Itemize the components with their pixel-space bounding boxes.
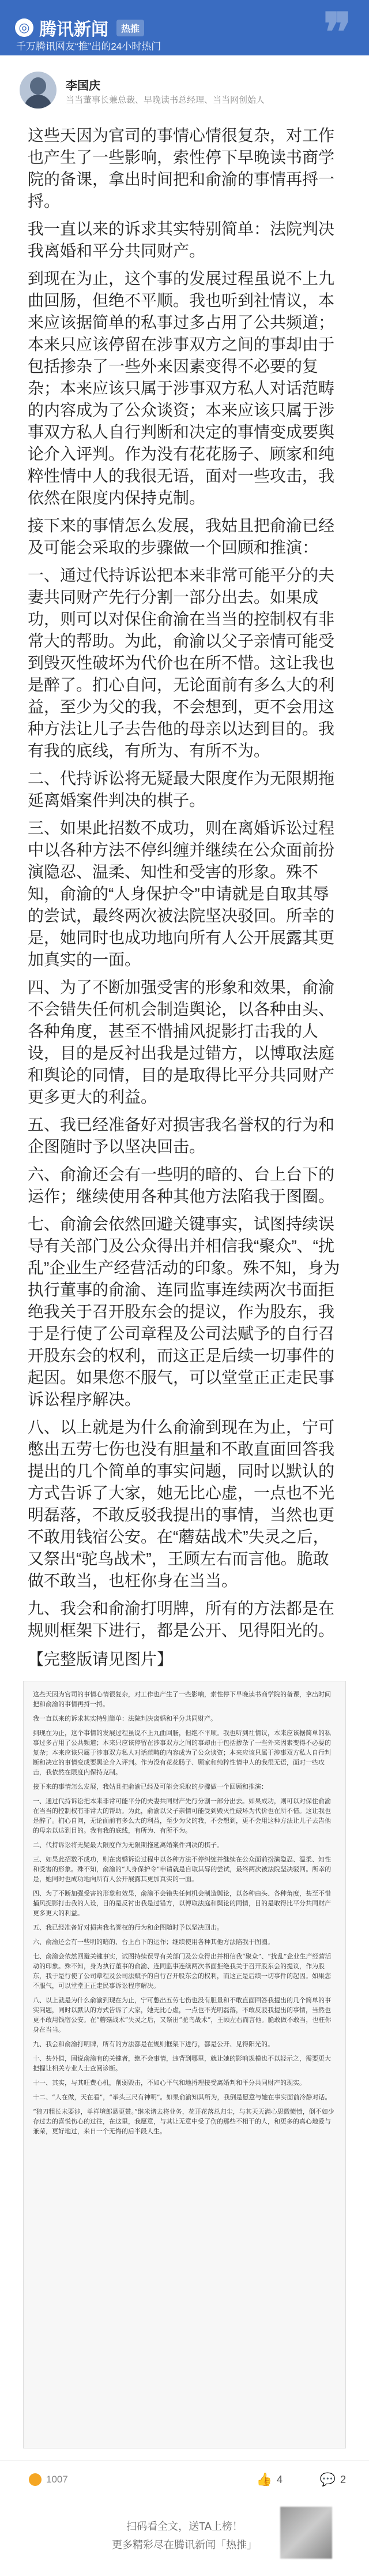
tencent-news-logo-icon: ◎ [15,18,33,37]
section-title: 【完整版请见图片】 [28,1650,174,1668]
paragraph: 这些天因为官司的事情心情很复杂，对工作也产生了一些影响，索性停下早晚读书商学院的备课，拿出时间把和俞渝的事情再捋一捋。 [28,126,335,210]
brand-logo[interactable] [15,15,144,40]
letter-paragraph: 十一、其实，与其旺费心机，削弱毁击，不如心平气和地捋理接受离婚判和平分共同财产的现实。 [33,2079,306,2087]
app-header [0,0,369,63]
paragraph: 五、我已经准备好对损害我名誉权的行为和企图随时予以坚决回击。 [28,1116,335,1156]
post-content [0,125,369,1670]
author-title: 当当董事长兼总裁、早晚读书总经理、当当网创始人 [66,95,265,105]
author-block [0,55,369,125]
thumb-up-icon: 👍 [256,2472,272,2487]
letter-paragraph: 我一直以来的诉求其实特别简单：法院判决离婚和平分共同财产。 [33,1715,217,1722]
paragraph: 一、通过代持诉讼把本来非常可能平分的夫妻共同财产先行分割一部分出去。如果成功，则可以对保住俞渝在当当的控制权有非常大的帮助。为此，俞渝以父子亲情可能受到毁灭性破坏为代价也在所不惜。这让我也是醉了。扪心自问，无论面前有多么大的利益，至少为父的我，不会想到，更不会用这种方法让儿子去告他的母亲以达到目的。我有我的底线，有所为、有所不为。 [28,566,335,760]
letter-paragraph: 六、俞渝还会有一些明的暗的、台上台下的运作；继续使用各种其他方法陷我于图圈。 [33,1938,274,1946]
letter-image[interactable] [23,1681,346,2448]
brand-name: 腾讯新闻 [39,20,108,39]
qr-line-1: 扫码看全文，送TA上榜！ [126,2521,243,2532]
letter-paragraph: 四、为了不断加强受害的形象和效果，俞渝不会错失任何机会制造舆论，以各种由头、各种角度，甚至不惜捕风捉影打击我的人设，目的是反衬出我是过错方，以博取法庭和舆论的同情，目的是取得比平分共同财产更多更大的利益。 [33,1890,331,1917]
letter-paragraph: 二、代持诉讼将无疑最大限度作为无限期拖延离婚案件判决的棋子。 [33,1841,223,1849]
paragraph: 四、为了不断加强受害的形象和效果，俞渝不会错失任何机会制造舆论，以各种由头、各种角度，甚至不惜捕风捉影打击我的人设，目的是反衬出我是过错方，以博取法庭和舆论的同情，目的是取得比平分共同财产更多更大的利益。 [28,978,335,1106]
letter-paragraph: 十、甚外值，固说俞渝有的关键者，绝不会事情，违背到哪里，就让她的影响规模也不以轻示之，需要更大把握让相关专业人士查阅诊断。 [33,2055,331,2072]
hot-badge: 热推 [116,20,144,36]
read-count-value: 1007 [46,2474,68,2485]
like-button[interactable] [257,2472,283,2487]
header-tagline: 千万腾讯网友“推”出的24小时热门 [16,41,161,52]
letter-paragraph: 十二、“人在做，天在看”，“举头三尺有神明”。如果俞渝知其所为，我倒是愿意与她在事实面前冷静对话。 [33,2093,332,2101]
comment-button[interactable] [320,2472,346,2487]
read-count-icon [29,2473,42,2486]
paragraph: 三、如果此招数不成功，则在离婚诉讼过程中以各种方法不停纠缠并继续在公众面前扮演隐忍、温柔、知性和受害的形象。殊不知，俞渝的“人身保护令”申请就是自取其辱的尝试，最终两次被法院坚决驳回。所幸的是，她同时也成功地向所有人公开展露其更加真实的一面。 [28,819,335,969]
qr-promo [0,2501,369,2576]
paragraph: 我一直以来的诉求其实特别简单：法院判决我离婚和平分共同财产。 [28,220,335,260]
paragraph: 六、俞渝还会有一些明的暗的、台上台下的运作；继续使用各种其他方法陷我于图圈。 [28,1165,335,1205]
qr-line-2: 更多精彩尽在腾讯新闻「热推」 [112,2539,257,2551]
letter-paragraph: 八、以上就是为什么俞渝到现在为止，宁可憋出五劳七伤也没有胆量和不敢直面回答我提出的几个简单的事实问题，同时以默认的方式告诉了大家，她无比心虚，一点也不光明磊落，不敢反驳我提出的事情，当然也更不敢用钱宿公安。在“蘑菇战术”失灵之后，又祭出“驼鸟战术”，王顾左右而言他。脆敢做不敢当，也枉你身在当当。 [33,1997,332,2033]
letter-paragraph: 这些天因为官司的事情心情很复杂，对工作也产生了一些影响，索性停下早晚读书商学院的备课，拿出时间把和俞渝的事情再捋一捋。 [33,1691,331,1708]
qr-code[interactable] [280,2507,332,2559]
paragraph: 七、俞渝会依然回避关键事实，试图持续误导有关部门及公众得出并相信我“聚众”、“扰乱”企业生产经营活动的印象。殊不知，身为执行董事的俞渝、连同监事连续两次书面拒绝我关于召开股东会的提议，作为股东，我于是行使了公司章程及公司法赋予的自行召开股东会的权利，而这正是后续一切事件的起因。如果您不服气，可以堂堂正正走民事诉讼程序解决。 [28,1215,340,1408]
avatar[interactable] [20,72,57,109]
letter-paragraph: 五、我已经准备好对损害我名誉权的行为和企图随时予以坚决回击。 [33,1924,223,1931]
letter-paragraph: 三、如果此招数不成功，则在离婚诉讼过程中以各种方法不停纠缠并继续在公众面前扮演隐忍、温柔、知性和受害的形象。殊不知，俞渝的“人身保护令”申请就是自取其辱的尝试，最终两次被法院坚决驳回。所幸的是，她同时也成功地向所有人公开展露其更加真实的一面。 [33,1856,332,1883]
paragraph: 到现在为止，这个事的发展过程虽说不上九曲回肠，但绝不平顺。我也听到社情议，本来应该据简单的私事过多占用了公共频道；本来只应该停留在涉事双方之间的事却由于包括掺杂了一些外来因素变得不必要的复杂；本来应该只属于涉事双方私人对话范畴的内容成为了公众谈资；本来应该只属于涉事双方私人自行判断和决定的事情变成要舆论介入评判。作为没有花花肠子、顾家和纯粹性情中人的我很无语，面对一些攻击，我依然在限度内保持克制。 [28,270,335,507]
paragraph: 九、我会和俞渝打明牌，所有的方法都是在规则框架下进行，都是公开、见得阳光的。 [28,1599,335,1639]
letter-paragraph: 九、我会和俞渝打明牌，所有的方法都是在规则框架下进行，都是公开、见得阳光的。 [33,2040,274,2048]
letter-paragraph: 七、俞渝会依然回避关键事实，试图持续误导有关部门及公众得出并相信我“聚众”、“扰乱”企业生产经营活动的印象。殊不知，身为执行董事的俞渝、连同监事连续两次书面拒绝我关于召开股东会的提议，作为股东，我于是行使了公司章程及公司法赋予的自行召开股东会的权利，而这正是后续一切事件的起因。如果您不服气，可以堂堂正正走民事诉讼程序解决。 [33,1953,332,1990]
read-count [29,2473,68,2486]
paragraph: 二、代持诉讼将无疑最大限度作为无限期拖延离婚案件判决的棋子。 [28,769,335,809]
letter-paragraph: 一、通过代持诉讼把本来非常可能平分的夫妻共同财产先行分割一部分出去。如果成功，则可以对保住俞渝在当当的控制权有非常大的帮助。为此，俞渝以父子亲情可能受到毁灭性破坏为代价也在所不惜。这让我也是醉了。扪心自问，无论面前有多么大的利益，至少为父的我，不会想到，更不会用这种方法让儿子去告他的母亲以达到目的。我有我的底线，有所为、有所不为。 [33,1797,331,1834]
like-count: 4 [276,2473,283,2485]
paragraph: 接下来的事情怎么发展，我姑且把俞渝已经及可能会采取的步骤做一个回顾和推演： [28,517,335,556]
quote-mark-icon: ❞ [323,1,352,63]
letter-paragraph: 到现在为止，这个事情的发展过程虽说不上九曲回肠，但绝不平顺。我也听到社情议，本来应该据简单的私事过多占用了公共频道；本来只应该停留在涉事双方之间的事却由于包括掺杂了一些外来因素变得不必要的复杂；本来应该只属于涉事双方私人对话范畴的内容成为了公众谈资；本来应该只属于涉事双方私人自行判断和决定的事情变成要舆论介入评判。作为没有花花肠子、顾家和纯粹性情中人的我很无语，面对一些攻击，我依然在限度内保持克制。 [33,1729,331,1776]
letter-paragraph: “狼刀粗长未要涉，单祥境郎悬更赞。”继米诸去将业务，花开花落总归尘，与其天天满心思微愤愤，倒不如少存过去的喜悦伤心的过往，在这里，我愿意，与其让无意中受了伤的那些不相干的人，和更多的真心地爱与兼荣，更好地过，来日一个无悔的后半段人生。 [33,2108,334,2135]
comment-count: 2 [340,2473,346,2485]
paragraph: 八、以上就是为什么俞渝到现在为止，宁可憋出五劳七伤也没有胆量和不敢直面回答我提出的几个简单的事实问题，同时以默认的方式告诉了大家，她无比心虚，一点也不光明磊落，不敢反驳我提出的事情，当然也更不敢用钱宿公安。在“蘑菇战术”失灵之后，又祭出“驼鸟战术”，王顾左右而言他。脆敢做不敢当，也枉你身在当当。 [28,1418,335,1590]
footer-stats [0,2460,369,2501]
comment-icon: 💬 [319,2472,336,2487]
author-name[interactable]: 李国庆 [66,80,100,92]
letter-paragraph: 接下来的事情怎么发展，我姑且把俞渝已经及可能会采取的步骤做一个回顾和推演： [33,1783,268,1790]
